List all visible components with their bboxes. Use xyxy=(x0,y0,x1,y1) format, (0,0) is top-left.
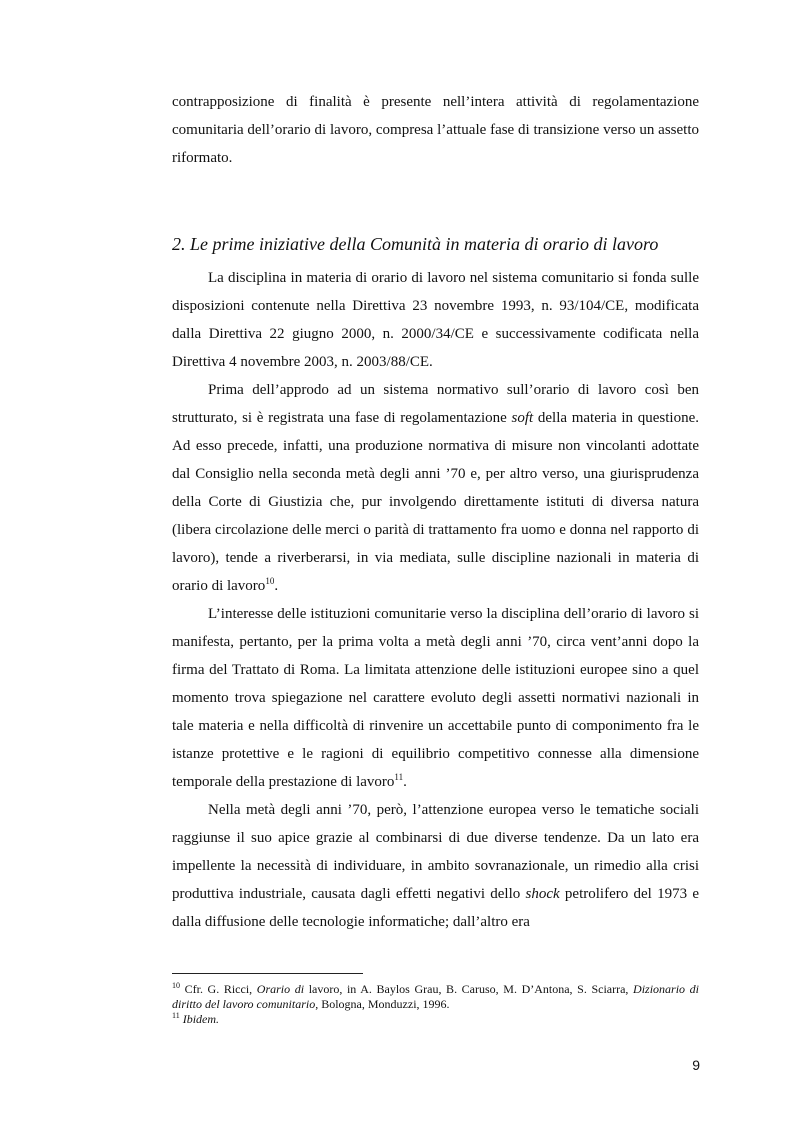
intro-paragraph xyxy=(172,88,699,172)
emphasis-soft: soft xyxy=(511,410,534,426)
intro-text: contrapposizione di finalità è presente nell’intera attività di regolamentazione comunitaria dell’orario di lavoro, compresa l’attuale fase di transizione verso un assetto riformato. xyxy=(172,94,699,166)
section-heading: 2. Le prime iniziative della Comunità in materia di orario di lavoro xyxy=(172,234,659,254)
footnote-ref-11[interactable]: 11 xyxy=(394,772,404,782)
footnotes xyxy=(172,982,699,1027)
paragraph-2: Prima dell’approdo ad un sistema normativo sull’orario di lavoro così ben strutturato, si è registrata una fase di regolamentazione soft della materia in questione. Ad esso precede, infatti, una produzione normativa di misure non vincolanti adottate dal Consiglio nella seconda metà degli anni ’70 e, per altro verso, una giurisprudenza della Corte di Giustizia che, pur involgendo direttamente istituti di diversa natura (libera circolazione delle merci o parità di trattamento fra uomo e donna nel rapporto di lavoro), tende a riverberarsi, in via mediata, sulle discipline nazionali in materia di orario di lavoro$^{10}$. xyxy=(172,382,699,594)
paragraph-3: L’interesse delle istituzioni comunitarie verso la disciplina dell’orario di lavoro si manifesta, pertanto, per la prima volta a metà degli anni ’70, circa vent’anni dopo la firma del Trattato di Roma. La limitata attenzione delle istituzioni europee sino a quel momento trova spiegazione nel carattere evoluto degli assetti normativi nazionali in tale materia e nella difficoltà di rinvenire un accettabile punto di componimento fra le istanze protettive e le ragioni di equilibrio competitivo connesse alla dimensione temporale della prestazione di lavoro$^{11}$. xyxy=(172,606,699,790)
footnote-11: $^{11}$ Ibidem. xyxy=(172,1011,220,1026)
body-text xyxy=(172,264,699,936)
paragraph-1: La disciplina in materia di orario di lavoro nel sistema comunitario si fonda sulle disposizioni contenute nella Direttiva 23 novembre 1993, n. 93/104/CE, modificata dalla Direttiva 22 giugno 2000, n. 2000/34/CE e successivamente codificata nella Direttiva 4 novembre 2003, n. 2003/88/CE. xyxy=(172,270,699,370)
footnote-ref-10[interactable]: 10 xyxy=(265,576,275,586)
page-number: 9 xyxy=(692,1057,700,1073)
footnote-10: $^{10}$ Cfr. G. Ricci, Orario di lavoro, in A. Baylos Grau, B. Caruso, M. D’Antona, S. Sciarra, Dizionario di diritto del lavoro comunitario, Bologna, Monduzzi, 1996. xyxy=(172,981,699,1011)
footnote-divider xyxy=(172,973,363,974)
emphasis-shock: shock xyxy=(525,886,560,902)
paragraph-4: Nella metà degli anni ’70, però, l’attenzione europea verso le tematiche sociali raggiunse il suo apice grazie al combinarsi di due diverse tendenze. Da un lato era impellente la necessità di individuare, in ambito sovranazionale, un rimedio alla crisi produttiva industriale, causata dagli effetti negativi dello shock petrolifero del 1973 e dalla diffusione delle tecnologie informatiche; dall’altro era xyxy=(172,802,699,930)
